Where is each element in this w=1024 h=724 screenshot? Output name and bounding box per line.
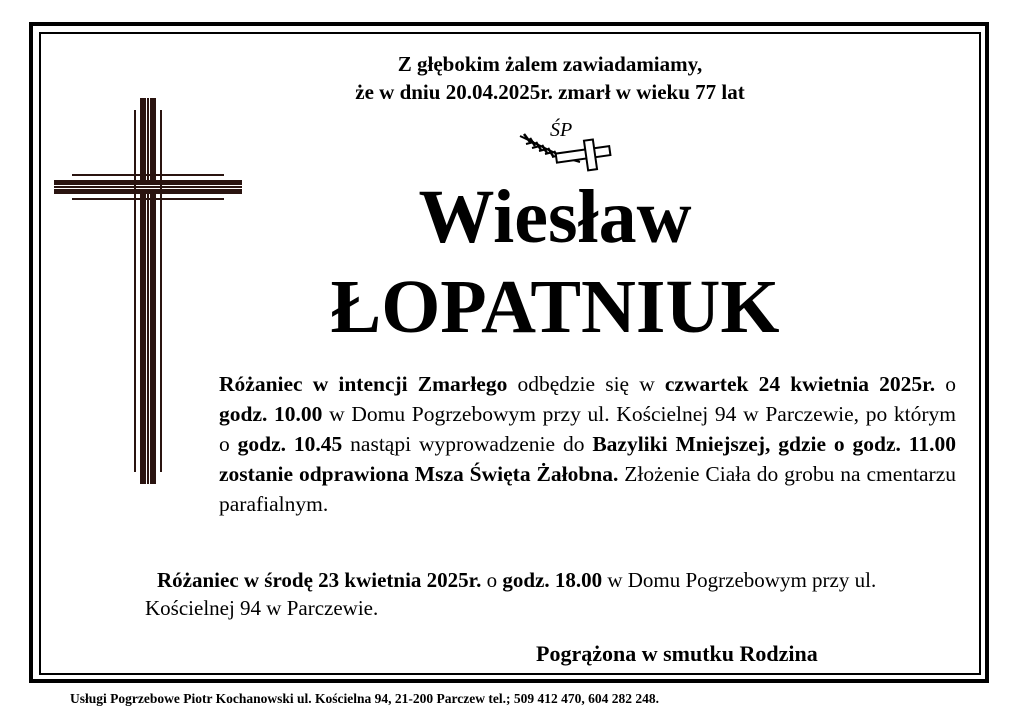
sp-text: ŚP xyxy=(550,119,573,141)
text-bold: godz. 18.00 xyxy=(502,568,603,592)
text: w Domu Pogrzebowym przy ul. Kościelnej 94 w Parczewie. xyxy=(145,568,877,620)
family-signature: Pogrążona w smutku Rodzina xyxy=(536,641,818,666)
text-bold: Bazyliki Mniejszej, gdzie o godz. 11.00 zostanie odprawiona Msza Święta Żałobna. xyxy=(219,432,956,486)
text: Złożenie Ciała do grobu na cmentarzu parafialnym. xyxy=(219,462,956,516)
header-line-2: że w dniu 20.04.2025r. zmarł w wieku 77 lat xyxy=(355,80,745,104)
announcement-header xyxy=(250,50,850,106)
sp-emblem xyxy=(512,116,616,180)
text-bold: czwartek 24 kwietnia 2025r. xyxy=(664,372,936,396)
header-line-1: Z głębokim żalem zawiadamiamy, xyxy=(397,52,703,76)
funeral-home-footer: Usługi Pogrzebowe Piotr Kochanowski ul. Kościelna 94, 21-200 Parczew tel.; 509 412 470, 604 282 248. xyxy=(70,691,659,706)
text-bold: Różaniec w intencji Zmarłego xyxy=(219,372,508,396)
cross-with-palm-branch-icon xyxy=(512,116,616,180)
text: w Domu Pogrzebowym przy ul. Kościelnej 94 w Parczewie, po którym o xyxy=(219,402,957,456)
deceased-first-name: Wiesław xyxy=(418,175,692,259)
text: o xyxy=(935,372,957,396)
text-bold: Różaniec w środę 23 kwietnia 2025r. xyxy=(157,568,482,592)
rosary-paragraph xyxy=(145,566,956,622)
text: o xyxy=(481,568,503,592)
text: odbędzie się w xyxy=(507,372,665,396)
latin-cross-icon xyxy=(54,96,242,486)
funeral-details-paragraph xyxy=(219,369,956,519)
text: nastąpi wyprowadzenie do xyxy=(342,432,593,456)
text-bold: godz. 10.00 xyxy=(219,402,323,426)
text-bold: godz. 10.45 xyxy=(237,432,343,456)
deceased-last-name: ŁOPATNIUK xyxy=(330,265,780,349)
